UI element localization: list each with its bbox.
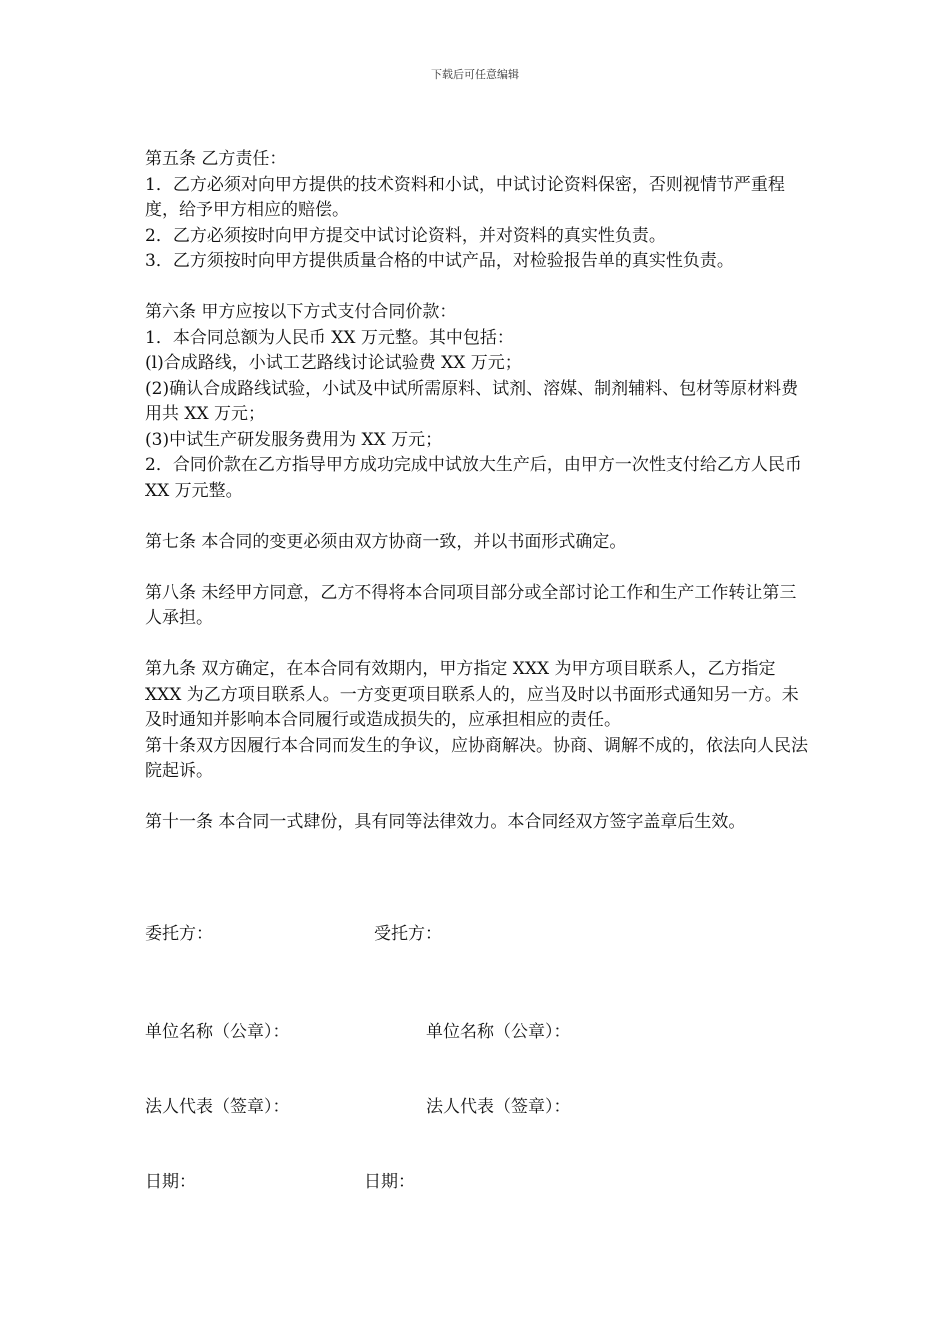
article10: 第十条双方因履行本合同而发生的争议，应协商解决。协商、调解不成的，依法向人民法院起诉。: [145, 735, 808, 781]
article6-item: (2)确认合成路线试验，小试及中试所需原料、试剂、溶媒、制剂辅料、包材等原材料费用共 XX 万元；: [145, 378, 799, 424]
contractor-label: 受托方：: [374, 924, 442, 944]
article6-title: 第六条 甲方应按以下方式支付合同价款：: [145, 302, 457, 322]
org-name-left: 单位名称（公章）：: [145, 1022, 290, 1042]
contract-body: [145, 147, 810, 836]
article6-item: (3)中试生产研发服务费用为 XX 万元；: [145, 429, 443, 450]
article6-item: (l)合成路线，小试工艺路线讨论试验费 XX 万元；: [145, 353, 522, 373]
article6-item: 1．本合同总额为人民币 XX 万元整。其中包括：: [145, 327, 514, 348]
article8: 第八条 未经甲方同意，乙方不得将本合同项目部分或全部讨论工作和生产工作转让第三人承担。: [145, 582, 797, 628]
article5-title: 第五条 乙方责任：: [145, 149, 287, 169]
legal-rep-right: 法人代表（签章）：: [426, 1097, 571, 1117]
article9: 第九条 双方确定，在本合同有效期内，甲方指定 XXX 为甲方项目联系人，乙方指定 XXX 为乙方项目联系人。一方变更项目联系人的，应当及时以书面形式通知另一方。未及时通知并影响本合同履行或造成损失的，应承担相应的责任。: [145, 659, 799, 730]
legal-rep-left: 法人代表（签章）：: [145, 1097, 290, 1117]
article5-item: 2．乙方必须按时向甲方提交中试讨论资料，并对资料的真实性负责。: [145, 225, 666, 246]
article6-item: 2．合同价款在乙方指导甲方成功完成中试放大生产后，由甲方一次性支付给乙方人民币 XX 万元整。: [145, 455, 802, 501]
article5-item: 3．乙方须按时向甲方提供质量合格的中试产品，对检验报告单的真实性负责。: [145, 251, 734, 271]
header-note: 下载后可任意编辑: [431, 68, 519, 81]
article11: 第十一条 本合同一式肆份，具有同等法律效力。本合同经双方签字盖章后生效。: [145, 812, 746, 832]
article7: 第七条 本合同的变更必须由双方协商一致，并以书面形式确定。: [145, 531, 627, 552]
article5-item: 1．乙方必须对向甲方提供的技术资料和小试，中试讨论资料保密，否则视情节严重程度，给予甲方相应的赔偿。: [145, 174, 785, 220]
client-label: 委托方：: [145, 924, 213, 944]
date-left: 日期：: [145, 1172, 196, 1192]
org-name-right: 单位名称（公章）：: [426, 1022, 571, 1042]
date-right: 日期：: [364, 1172, 415, 1192]
